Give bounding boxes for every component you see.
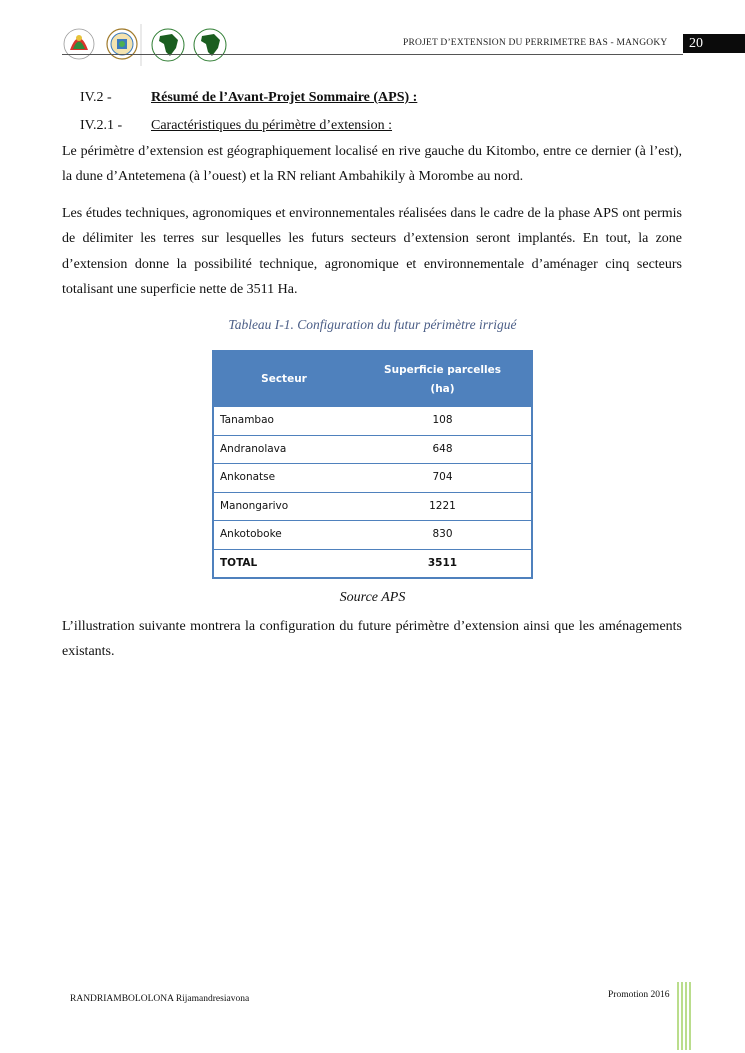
paragraph-studies: Les études techniques, agronomiques et environnementales réalisées dans le cadre de la phase APS ont permis de délimiter les terres sur lesquelles les futurs secteurs d’extension seront implantés. En tout, la zone d’extension donne la possibilité technique, agronomique et environnementale d’aménager cinq secteurs totalisant une superficie nette de 3511 Ha.	[62, 206, 682, 298]
footer-author: RANDRIAMBOLOLONA Rijamandresiavona	[70, 994, 250, 1004]
table-row	[214, 520, 531, 549]
footer-decoration-bars	[676, 982, 692, 1050]
header-divider	[62, 54, 683, 55]
row-secteur: Tanambao	[220, 414, 274, 426]
header-title: PROJET D’EXTENSION DU PERRIMETRE BAS - MANGOKY	[403, 38, 668, 48]
paragraph-location: Le périmètre d’extension est géographiquement localisé en rive gauche du Kitombo, entre ce dernier (à l’est), la dune d’Antetemena (à l’ouest) et la RN reliant Ambahikily à Morombe au nord.	[62, 144, 682, 185]
logo-bad-africa-icon	[152, 29, 184, 61]
row-secteur: Ankonatse	[220, 471, 276, 483]
table-row	[214, 435, 531, 464]
page-number: 20	[683, 34, 745, 53]
row-secteur: Manongarivo	[220, 499, 289, 512]
subsection-number: IV.2.1 -	[80, 118, 123, 133]
table-row	[214, 406, 531, 435]
row-secteur: Andranolava	[220, 442, 287, 455]
paragraph-illustration: L’illustration suivante montrera la configuration du future périmètre d’extension ainsi que les aménagements existants.	[62, 619, 682, 660]
partner-logos	[62, 22, 232, 68]
table-row	[214, 492, 531, 521]
table-source: Source APS	[339, 590, 406, 605]
column-header-superficie-unit: (ha)	[430, 383, 455, 395]
row-superficie: 108	[432, 414, 453, 426]
subsection-title: Caractéristiques du périmètre d’extension :	[151, 118, 393, 133]
footer-promotion: Promotion 2016	[608, 990, 670, 1000]
table-total-row	[214, 549, 531, 578]
table-caption: Tableau I-1. Configuration du futur périmètre irrigué	[228, 317, 517, 332]
section-title: Résumé de l’Avant-Projet Sommaire (APS) :	[151, 90, 418, 105]
row-superficie: 648	[432, 442, 453, 455]
table-header-row	[214, 352, 531, 406]
row-superficie: 830	[432, 528, 453, 540]
row-superficie: 704	[432, 471, 453, 483]
section-number: IV.2 -	[80, 90, 112, 105]
column-header-superficie	[354, 361, 531, 399]
column-header-secteur: Secteur	[261, 373, 307, 385]
table-row	[214, 463, 531, 492]
column-header-superficie-label: Superficie parcelles	[384, 364, 501, 376]
sector-table	[212, 350, 533, 579]
total-value: 3511	[427, 556, 458, 569]
row-secteur: Ankotoboke	[220, 528, 282, 540]
row-superficie: 1221	[429, 499, 456, 512]
total-label: TOTAL	[220, 556, 258, 569]
logo-fad-africa-icon	[194, 29, 226, 61]
